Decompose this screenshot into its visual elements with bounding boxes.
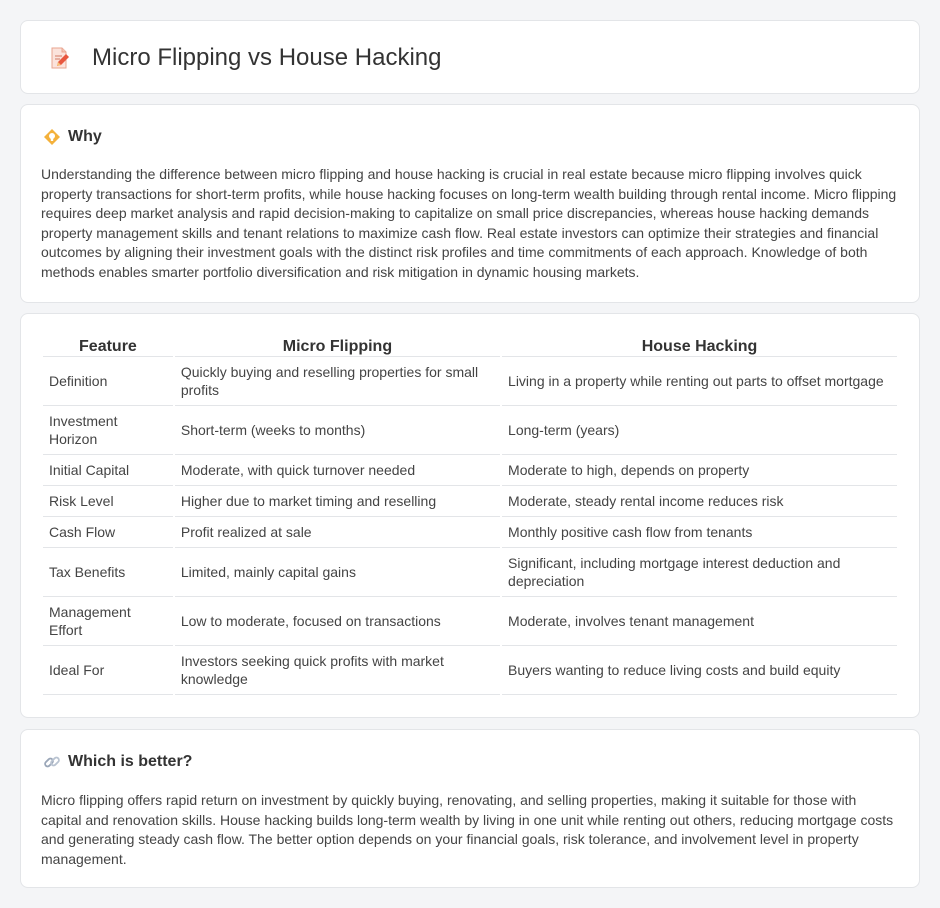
row-feature: Tax Benefits	[43, 548, 173, 597]
why-title: Why	[68, 128, 102, 145]
table-row	[43, 406, 897, 455]
row-micro-flipping: Moderate, with quick turnover needed	[175, 455, 500, 486]
row-feature: Investment Horizon	[43, 406, 173, 455]
row-house-hacking: Moderate, involves tenant management	[502, 597, 897, 646]
table-row	[43, 455, 897, 486]
better-body: Micro flipping offers rapid return on investment by quickly buying, renovating, and selling properties, making it suitable for those with capital and renovation skills. House hacking builds long-term wealth by living in one unit while renting out others, reducing mortgage costs and generating steady cash flow. The better option depends on your financial goals, risk tolerance, and involvement level in property management.	[41, 792, 894, 867]
table-row	[43, 548, 897, 597]
table-header-row	[43, 335, 897, 357]
comparison-table-card	[20, 313, 920, 718]
diamond-bulb-icon	[43, 128, 61, 146]
row-feature: Definition	[43, 357, 173, 406]
table-row	[43, 517, 897, 548]
row-micro-flipping: Investors seeking quick profits with market knowledge	[175, 646, 500, 695]
page-title: Micro Flipping vs House Hacking	[92, 44, 442, 71]
document-pencil-icon	[47, 46, 71, 70]
row-house-hacking: Monthly positive cash flow from tenants	[502, 517, 897, 548]
comparison-table	[41, 335, 899, 695]
row-feature: Management Effort	[43, 597, 173, 646]
column-header-micro-flipping: Micro Flipping	[175, 335, 500, 357]
better-title: Which is better?	[68, 753, 193, 770]
column-header-feature: Feature	[43, 335, 173, 357]
row-micro-flipping: Higher due to market timing and reselling	[175, 486, 500, 517]
row-house-hacking: Moderate, steady rental income reduces risk	[502, 486, 897, 517]
column-header-house-hacking: House Hacking	[502, 335, 897, 357]
row-feature: Risk Level	[43, 486, 173, 517]
row-micro-flipping: Limited, mainly capital gains	[175, 548, 500, 597]
better-heading	[43, 752, 192, 772]
row-micro-flipping: Profit realized at sale	[175, 517, 500, 548]
row-house-hacking: Long-term (years)	[502, 406, 897, 455]
row-feature: Cash Flow	[43, 517, 173, 548]
why-heading	[43, 127, 102, 147]
table-row	[43, 357, 897, 406]
table-row	[43, 646, 897, 695]
why-section	[20, 104, 920, 303]
link-icon	[43, 753, 61, 771]
header-card	[20, 20, 920, 94]
row-house-hacking: Significant, including mortgage interest deduction and depreciation	[502, 548, 897, 597]
table-row	[43, 486, 897, 517]
row-house-hacking: Moderate to high, depends on property	[502, 455, 897, 486]
row-feature: Initial Capital	[43, 455, 173, 486]
row-micro-flipping: Quickly buying and reselling properties for small profits	[175, 357, 500, 406]
row-house-hacking: Buyers wanting to reduce living costs and build equity	[502, 646, 897, 695]
table-row	[43, 597, 897, 646]
which-is-better-section	[20, 729, 920, 888]
row-feature: Ideal For	[43, 646, 173, 695]
row-micro-flipping: Short-term (weeks to months)	[175, 406, 500, 455]
row-house-hacking: Living in a property while renting out parts to offset mortgage	[502, 357, 897, 406]
row-micro-flipping: Low to moderate, focused on transactions	[175, 597, 500, 646]
why-body: Understanding the difference between micro flipping and house hacking is crucial in real estate because micro flipping involves quick property transactions for short-term profits, while house hacking focuses on long-term wealth building through rental income. Micro flipping requires deep market analysis and rapid decision-making to capitalize on small price discrepancies, whereas house hacking demands property management skills and tenant relations to maximize cash flow. Real estate investors can optimize their strategies and financial outcomes by aligning their investment goals with the distinct risk profiles and time commitments of each approach. Knowledge of both methods enables smarter portfolio diversification and risk mitigation in dynamic housing markets.	[41, 166, 897, 280]
